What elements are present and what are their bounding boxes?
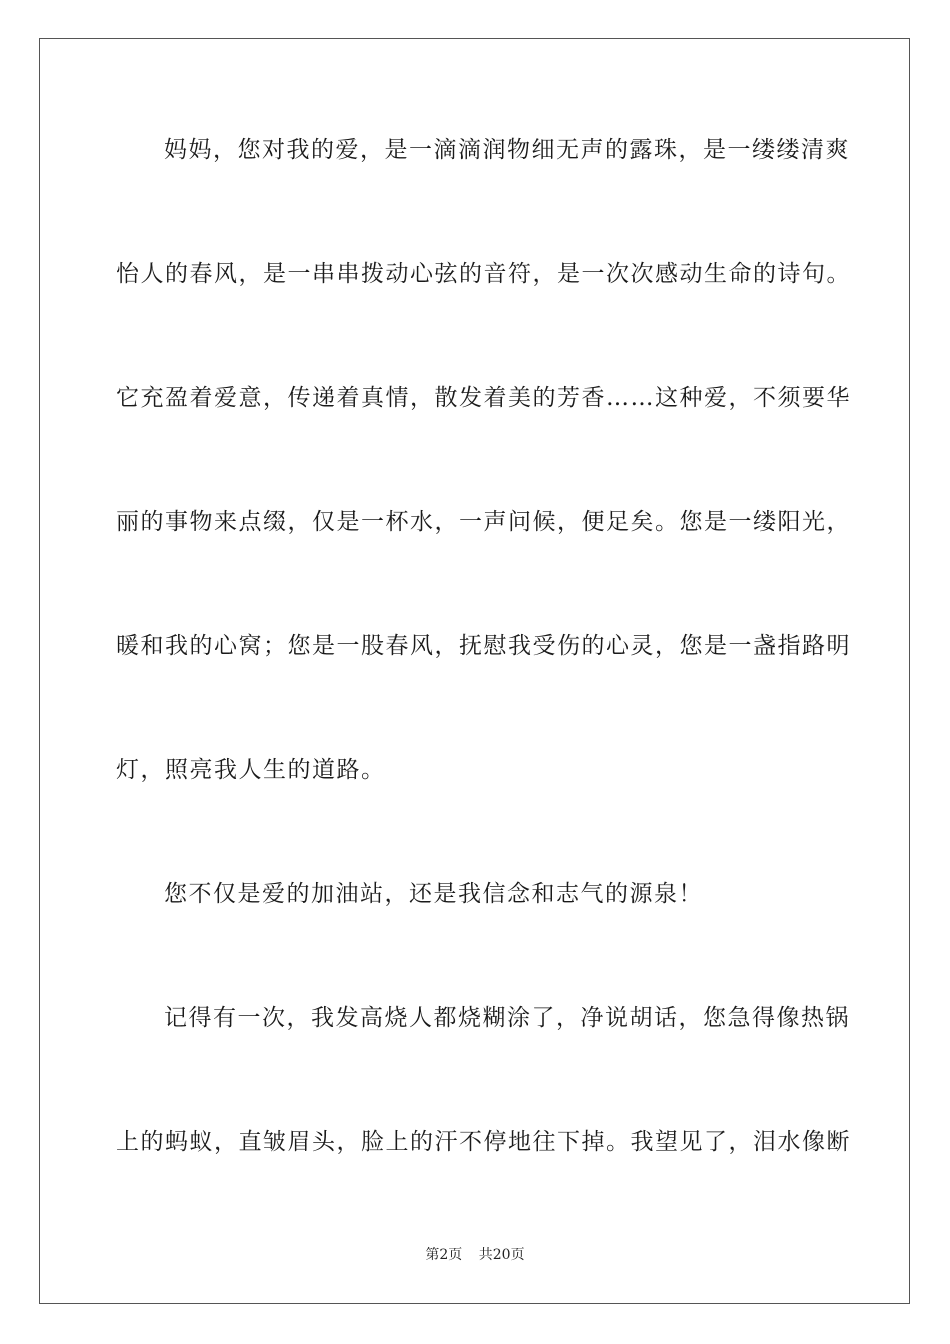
text-line: 暖和我的心窝；您是一股春风，抚慰我受伤的心灵，您是一盏指路明 xyxy=(116,633,851,659)
text-line: 记得有一次，我发高烧人都烧糊涂了，净说胡话，您急得像热锅 xyxy=(164,1005,850,1031)
page-frame xyxy=(39,38,910,1304)
text-line: 上的蚂蚁，直皱眉头，脸上的汗不停地往下掉。我望见了，泪水像断 xyxy=(116,1129,851,1155)
page-number: 第2页 xyxy=(425,1247,463,1263)
text-line: 丽的事物来点缀，仅是一杯水，一声问候，便足矣。您是一缕阳光， xyxy=(116,509,851,535)
text-line: 灯，照亮我人生的道路。 xyxy=(116,757,386,783)
text-line: 妈妈，您对我的爱，是一滴滴润物细无声的露珠，是一缕缕清爽 xyxy=(164,137,850,163)
text-line: 它充盈着爱意，传递着真情，散发着美的芳香……这种爱，不须要华 xyxy=(116,385,851,411)
page-total: 共20页 xyxy=(478,1247,525,1263)
text-line: 您不仅是爱的加油站，还是我信念和志气的源泉！ xyxy=(164,881,703,907)
page-footer xyxy=(0,1246,950,1264)
text-line: 怡人的春风，是一串串拨动心弦的音符，是一次次感动生命的诗句。 xyxy=(116,261,851,287)
